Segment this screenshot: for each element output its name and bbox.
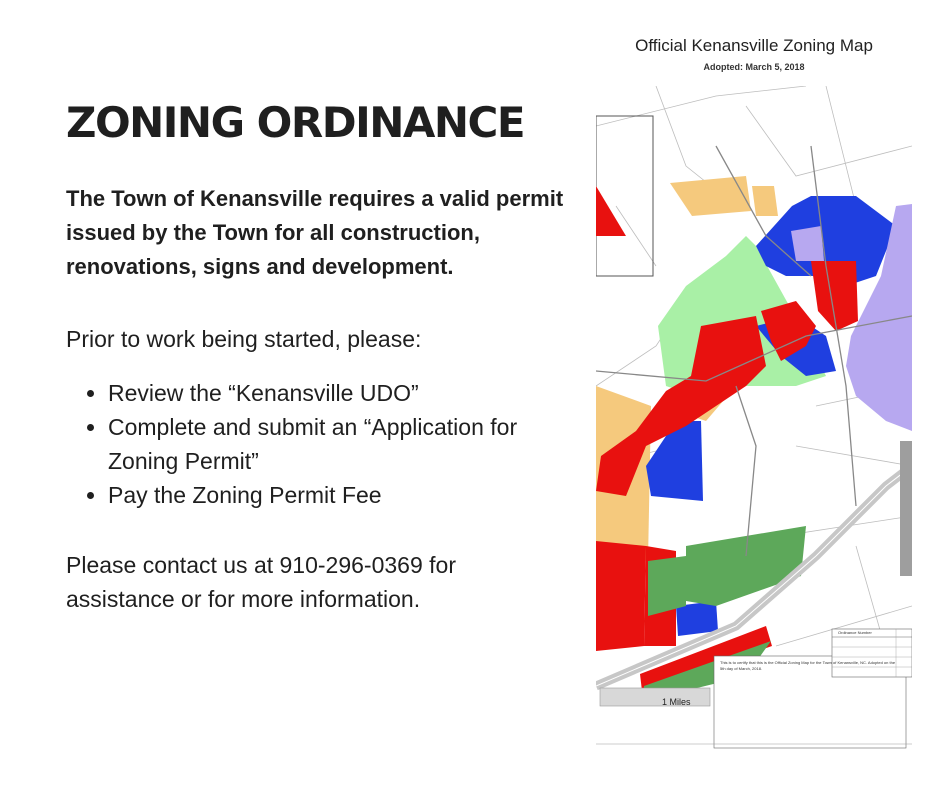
scale-label: 1 Miles (662, 697, 691, 707)
map-title: Official Kenansville Zoning Map (635, 36, 873, 55)
scale-bar (600, 688, 710, 706)
prior-work-text: Prior to work being started, please: (66, 326, 422, 353)
map-adopted-date: Adopted: March 5, 2018 (703, 62, 805, 72)
zoning-map (596, 36, 912, 756)
map-edge-bar (900, 441, 912, 576)
multi-family-zone (791, 226, 824, 261)
list-item: • Complete and submit an “Application for Zoning Permit” (108, 410, 586, 478)
certification-text: This is to certify that this is the Official Zoning Map for the Town of Kenansville, NC. Adopted on the 5th day of March, 2018. (720, 660, 896, 671)
text-column (66, 100, 586, 616)
steps-list (66, 376, 586, 512)
zoning-map-graphic (596, 86, 912, 756)
ordinance-table-header: Ordinance Number (838, 630, 872, 635)
list-item: • Review the “Kenansville UDO” (108, 376, 586, 410)
business-zone (596, 541, 646, 651)
industrial-zone (648, 556, 686, 616)
list-item: • Pay the Zoning Permit Fee (108, 478, 586, 512)
agricultural-zone (752, 186, 778, 216)
page-title: ZONING ORDINANCE (66, 98, 525, 147)
contact-text: Please contact us at 910-296-0369 for assistance or for more information. (66, 552, 456, 613)
intro-paragraph: The Town of Kenansville requires a valid permit issued by the Town for all construction, renovations, signs and development. (66, 186, 564, 280)
